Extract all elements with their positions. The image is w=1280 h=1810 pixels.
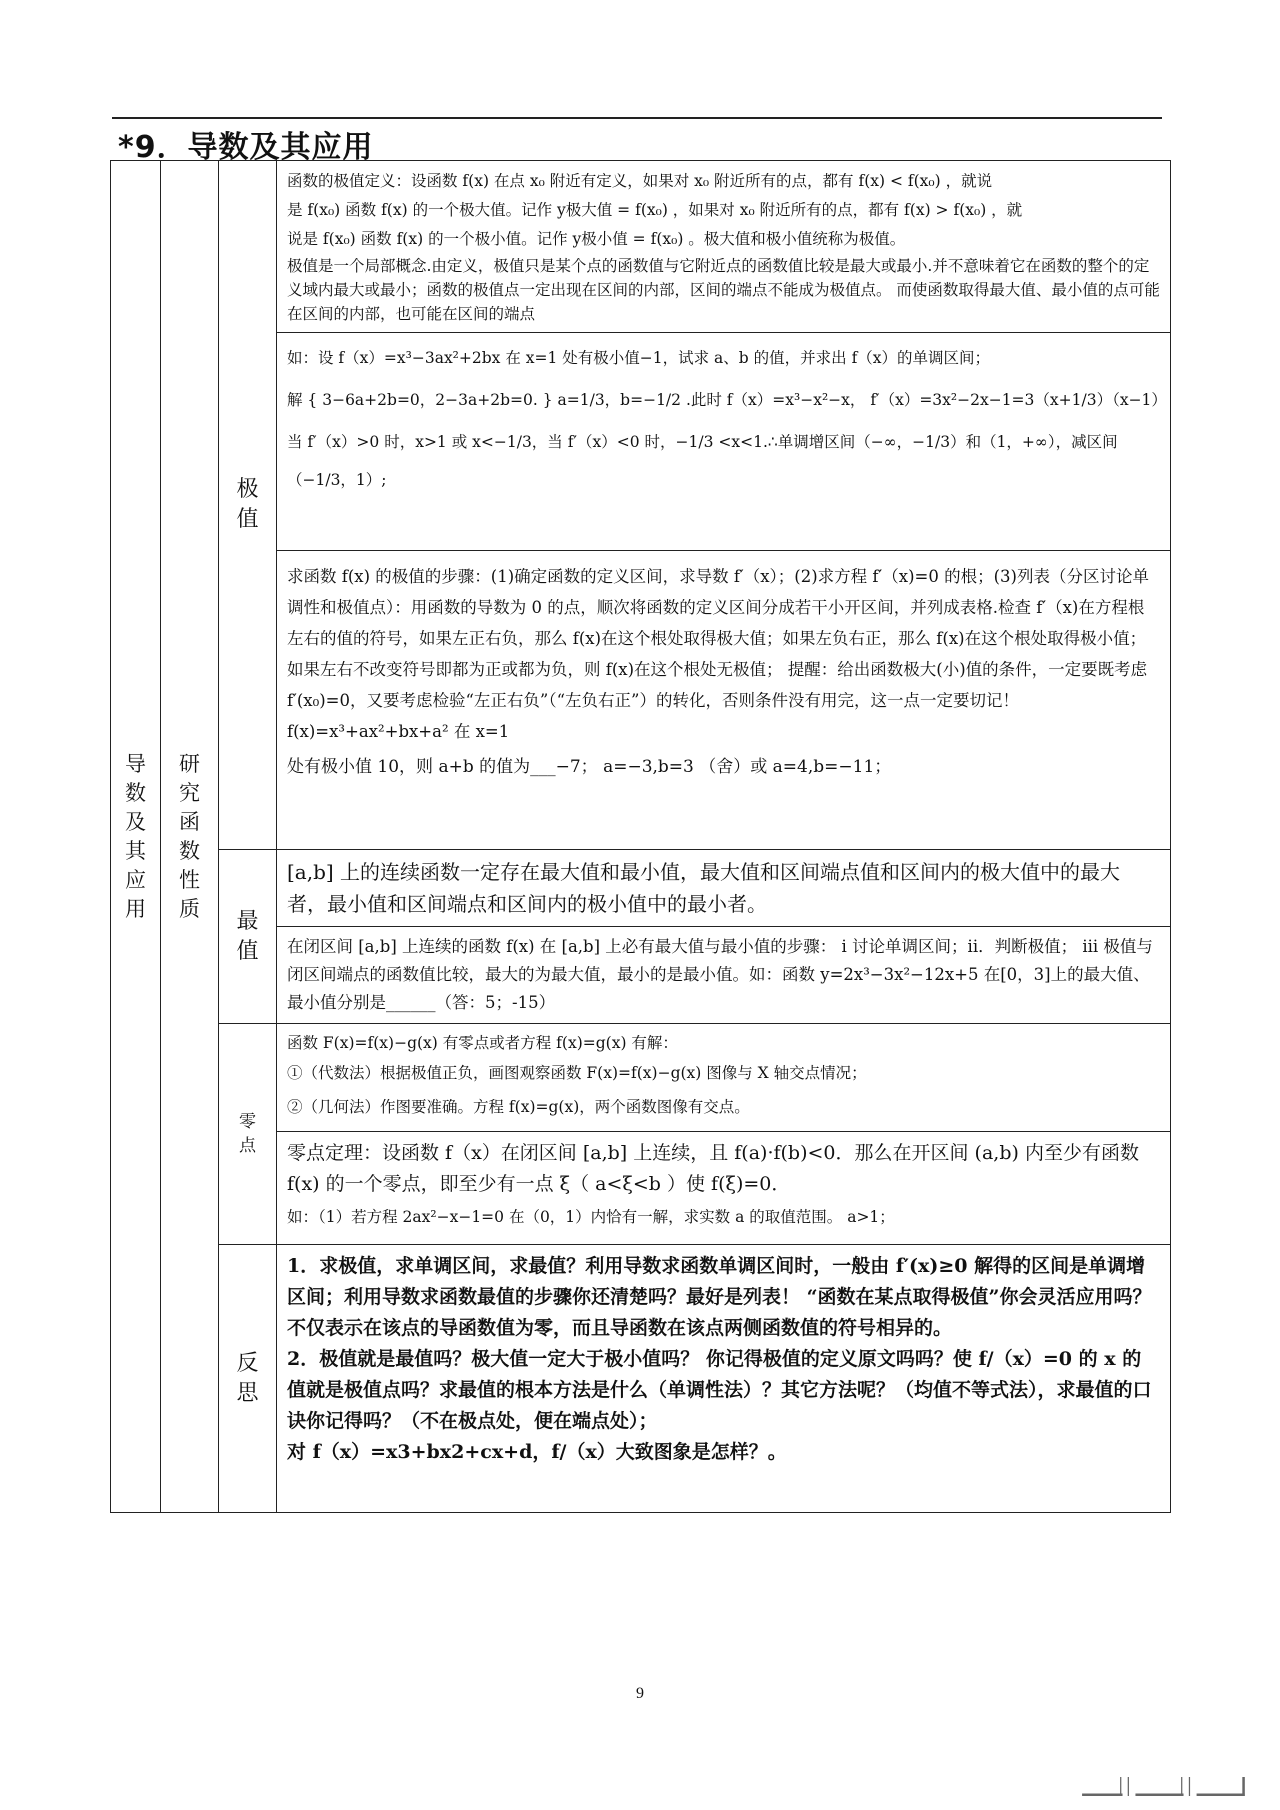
section-label-fansi: 反思 xyxy=(236,1350,259,1406)
fansi-point1: 1．求极值，求单调区间，求最值？利用导数求函数单调区间时，一般由 f′(x)≥0 解得的区间是单调增区间；利用导数求函数最值的步骤你还清楚吗？最好是列表！ “函数在某点取得极值”你会灵活应用吗？不仅表示在该点的导函数值为零，而且导函数在该点两侧函数值的符号相异的。 xyxy=(287,1255,1152,1339)
lingdian-theorem-cell xyxy=(277,1132,1171,1245)
section-jizhi xyxy=(219,161,277,850)
jizhi-definition-cell xyxy=(277,161,1171,333)
lingdian-example: 如：（1）若方程 2ax²−x−1=0 在（0，1）内恰有一解，求实数 a 的取值范围。 a>1； xyxy=(287,1208,895,1226)
fansi-point3: 对 f（x）=x3+bx2+cx+d，f/（x）大致图象是怎样？。 xyxy=(287,1441,787,1463)
subtopic-cell xyxy=(161,161,219,1513)
lingdian-method-geometry: ②（几何法）作图要准确。方程 f(x)=g(x)，两个函数图像有交点。 xyxy=(287,1098,750,1116)
jizhi-example-cell xyxy=(277,333,1171,551)
fansi-point2: 2．极值就是最值吗？极大值一定大于极小值吗？ 你记得极值的定义原文吗吗？使 f/（x）=0 的 x 的值就是极值点吗？求最值的根本方法是什么（单调性法）？其它方法呢？（均值不等式法），求最值的口诀你记得吗？（不在极点处，便在端点处）； xyxy=(287,1348,1152,1432)
jizhi-concept: 极值是一个局部概念.由定义，极值只是某个点的函数值与它附近点的函数值比较是最大或最小.并不意味着它在函数的整个的定义域内最大或最小；函数的极值点一定出现在区间的内部，区间的端点不能成为极值点。 而使函数取得最大值、最小值的点可能在区间的内部，也可能在区间的端点 xyxy=(287,257,1160,323)
header-rule xyxy=(112,117,1162,119)
zuizhi-steps-cell xyxy=(277,927,1171,1024)
topic-cell xyxy=(111,161,161,1513)
section-label-zuizhi: 最值 xyxy=(236,908,259,964)
lingdian-method-algebra: ①（代数法）根据极值正负，画图观察函数 F(x)=f(x)−g(x) 图像与 X 轴交点情况； xyxy=(287,1064,867,1082)
jizhi-def-line3: 说是 f(x₀) 函数 f(x) 的一个极小值。记作 y极小值 = f(x₀) 。极大值和极小值统称为极值。 xyxy=(287,230,906,248)
lingdian-intro: 函数 F(x)=f(x)−g(x) 有零点或者方程 f(x)=g(x) 有解： xyxy=(287,1034,678,1052)
corner-marks: ▁▁▁▁▁▏▏▁▁▁▁▁▁▏▏▁▁▁▁▁▁▎ xyxy=(1082,1777,1250,1796)
fansi-cell xyxy=(277,1245,1171,1513)
section-lingdian xyxy=(219,1024,277,1245)
section-label-jizhi: 极值 xyxy=(236,477,259,532)
jizhi-example-solution2: 当 f′（x）>0 时，x>1 或 x<−1/3，当 f′（x）<0 时，−1/3 <x<1.∴单调增区间（−∞，−1/3）和（1，+∞），减区间（−1/3，1）; xyxy=(287,433,1118,489)
jizhi-def-line1: 函数的极值定义：设函数 f(x) 在点 x₀ 附近有定义，如果对 x₀ 附近所有的点，都有 f(x) < f(x₀) ，就说 xyxy=(287,172,993,190)
subtopic-label: 研究函数性质 xyxy=(179,751,200,921)
zuizhi-statement: [a,b] 上的连续函数一定存在最大值和最小值，最大值和区间端点值和区间内的极大值中的最大者，最小值和区间端点和区间内的极小值中的最小者。 xyxy=(287,860,1121,916)
jizhi-steps-example: 处有极小值 10，则 a+b 的值为___−7； a=−3,b=3 （舍）或 a=4,b=−11； xyxy=(287,757,892,777)
topic-label: 导数及其应用 xyxy=(125,751,146,921)
jizhi-example-question: 如：设 f（x）=x³−3ax²+2bx 在 x=1 处有极小值−1，试求 a、b 的值，并求出 f（x）的单调区间； xyxy=(287,349,991,367)
section-title: *9．导数及其应用 xyxy=(118,130,374,165)
section-zuizhi xyxy=(219,850,277,1024)
jizhi-steps-cell xyxy=(277,551,1171,850)
page-number: 9 xyxy=(636,1685,644,1702)
section-label-lingdian: 零点 xyxy=(239,1112,256,1156)
jizhi-example-solution1: 解 { 3−6a+2b=0，2−3a+2b=0. } a=1/3，b=−1/2 .此时 f（x）=x³−x²−x， f′（x）=3x²−2x−1=3（x+1/3）（x−1） xyxy=(287,391,1167,409)
jizhi-def-line2: 是 f(x₀) 函数 f(x) 的一个极大值。记作 y极大值 = f(x₀) ，如果对 x₀ 附近所有的点，都有 f(x) > f(x₀) ，就 xyxy=(287,201,1023,219)
zuizhi-statement-cell xyxy=(277,850,1171,927)
lingdian-methods-cell xyxy=(277,1024,1171,1132)
section-fansi xyxy=(219,1245,277,1513)
jizhi-steps-text: 求函数 f(x) 的极值的步骤：(1)确定函数的定义区间，求导数 f′（x）；(2)求方程 f′（x)=0 的根；(3)列表（分区讨论单调性和极值点）：用函数的导数为 0 的点，顺次将函数的定义区间分成若干小开区间，并列成表格.检查 f′（x)在方程根左右的值的符号，如果左正右负，那么 f(x)在这个根处取得极大值；如果左负右正，那么 f(x)在这个根处取得极小值；如果左右不改变符号即都为正或都为负，则 f(x)在这个根处无极值； 提醒：给出函数极大(小)值的条件，一定要既考虑 f′(x₀)=0，又要考虑检验“左正右负”（“左负右正”）的转化，否则条件没有用完，这一点一定要切记！ f(x)=x³+ax²+bx+a² 在 x=1 xyxy=(287,567,1149,741)
knowledge-table xyxy=(110,160,1171,1513)
zuizhi-steps: 在闭区间 [a,b] 上连续的函数 f(x) 在 [a,b] 上必有最大值与最小值的步骤： i 讨论单调区间；ii．判断极值； iii 极值与闭区间端点的函数值比较，最大的为最大值，最小的是最小值。如：函数 y=2x³−3x²−12x+5 在[0，3]上的最大值、最小值分别是______（答：5；-15） xyxy=(287,937,1153,1012)
lingdian-theorem: 零点定理：设函数 f（x）在闭区间 [a,b] 上连续，且 f(a)·f(b)<0．那么在开区间 (a,b) 内至少有函数 f(x) 的一个零点，即至少有一点 ξ（ a<ξ<b ）使 f(ξ)=0． xyxy=(287,1142,1139,1195)
